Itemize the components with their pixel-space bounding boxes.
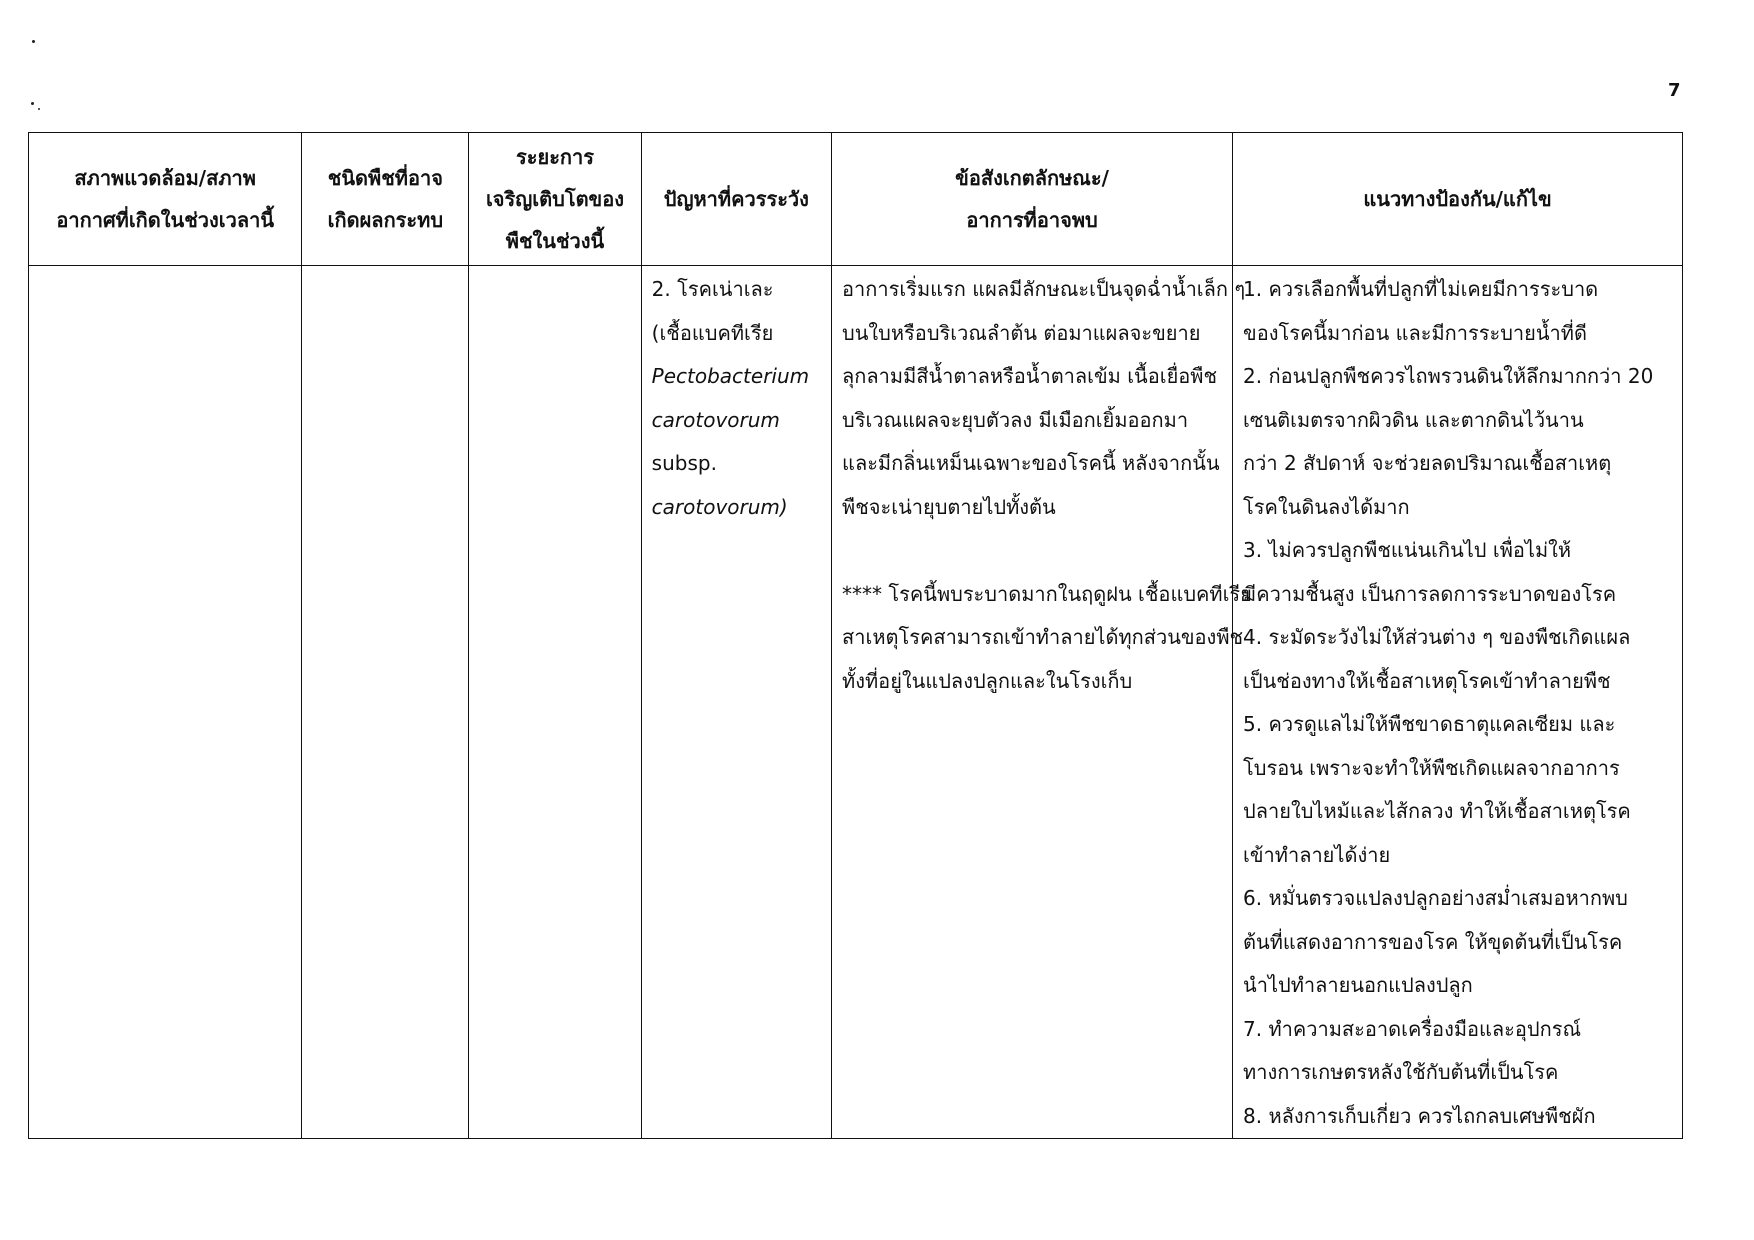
prevention-line: 2. ก่อนปลูกพืชควรไถพรวนดินให้ลึกมากกว่า 20 <box>1243 364 1654 388</box>
prevention-line: โบรอน เพราะจะทำให้พืชเกิดแผลจากอาการ <box>1243 755 1620 780</box>
symptom-line: อาการเริ่มแรก แผลมีลักษณะเป็นจุดฉ่ำน้ำเล็ก ๆ <box>842 277 1246 301</box>
header-symptoms: ข้อสังเกตลักษณะ/ อาการที่อาจพบ <box>832 133 1233 266</box>
prevention-line: 8. หลังการเก็บเกี่ยว ควรไถกลบเศษพืชผัก <box>1243 1103 1596 1128</box>
prevention-line: เข้าทำลายได้ง่าย <box>1243 842 1391 867</box>
cell-problem <box>641 266 831 1139</box>
prevention-line: โรคในดินลงได้มาก <box>1243 494 1410 519</box>
symptom-note-line: **** โรคนี้พบระบาดมากในฤดูฝน เชื้อแบคทีเรีย <box>842 581 1252 606</box>
prevention-line: มีความชื้นสูง เป็นการลดการระบาดของโรค <box>1243 581 1617 606</box>
prevention-line: กว่า 2 สัปดาห์ จะช่วยลดปริมาณเชื้อสาเหตุ <box>1243 451 1612 475</box>
prevention-line: ทางการเกษตรหลังใช้กับต้นที่เป็นโรค <box>1243 1060 1559 1084</box>
scan-speck <box>31 102 34 105</box>
scan-speck <box>32 40 35 43</box>
problem-line-species: carotovorum <box>651 407 780 432</box>
cell-affected-plants <box>302 266 469 1139</box>
cell-prevention <box>1233 266 1683 1139</box>
prevention-line: 3. ไม่ควรปลูกพืชแน่นเกินไป เพื่อไม่ให้ <box>1243 538 1572 562</box>
problem-line: subsp. <box>651 451 717 475</box>
symptom-note-line: ทั้งที่อยู่ในแปลงปลูกและในโรงเก็บ <box>842 668 1133 693</box>
prevention-line: 4. ระมัดระวังไม่ให้ส่วนต่าง ๆ ของพืชเกิดแผล <box>1243 625 1631 649</box>
prevention-line: 7. ทำความสะอาดเครื่องมือและอุปกรณ์ <box>1243 1016 1582 1041</box>
table-row <box>29 266 1683 1139</box>
prevention-line: เป็นช่องทางให้เชื้อสาเหตุโรคเข้าทำลายพืช <box>1243 668 1611 693</box>
symptom-line: และมีกลิ่นเหม็นเฉพาะของโรคนี้ หลังจากนั้น <box>842 451 1220 475</box>
prevention-line: ต้นที่แสดงอาการของโรค ให้ขุดต้นที่เป็นโรค <box>1243 929 1623 954</box>
header-prevention: แนวทางป้องกัน/แก้ไข <box>1233 133 1683 266</box>
symptom-line: พืชจะเน่ายุบตายไปทั้งต้น <box>842 494 1056 519</box>
symptom-line: บริเวณแผลจะยุบตัวลง มีเมือกเยิ้มออกมา <box>842 407 1189 432</box>
spacer <box>842 529 1222 573</box>
header-growth-stage: ระยะการ เจริญเติบโตของ พืชในช่วงนี้ <box>469 133 641 266</box>
problem-line-subspecies: carotovorum) <box>651 494 788 519</box>
prevention-line: 5. ควรดูแลไม่ให้พืชขาดธาตุแคลเซียม และ <box>1243 712 1616 736</box>
problem-line-species: Pectobacterium <box>651 364 810 388</box>
symptom-line: บนใบหรือบริเวณลำต้น ต่อมาแผลจะขยาย <box>842 320 1201 345</box>
cell-symptoms <box>832 266 1252 1139</box>
scan-speck <box>38 108 40 110</box>
problem-line: (เชื้อแบคทีเรีย <box>651 320 774 345</box>
prevention-line: เซนติเมตรจากผิวดิน และตากดินไว้นาน <box>1243 407 1584 432</box>
page-number: 7 <box>1668 80 1681 101</box>
symptom-line: ลุกลามมีสีน้ำตาลหรือน้ำตาลเข้ม เนื้อเยื่อพืช <box>842 364 1218 388</box>
crop-disease-table <box>28 132 1683 1139</box>
prevention-line: ของโรคนี้มาก่อน และมีการระบายน้ำที่ดี <box>1243 320 1587 345</box>
cell-environment <box>29 266 302 1139</box>
table-header-row <box>29 133 1683 266</box>
prevention-line: 6. หมั่นตรวจแปลงปลูกอย่างสม่ำเสมอหากพบ <box>1243 886 1628 910</box>
header-environment: สภาพแวดล้อม/สภาพ อากาศที่เกิดในช่วงเวลานี้ <box>29 133 302 266</box>
header-affected-plants: ชนิดพืชที่อาจ เกิดผลกระทบ <box>302 133 469 266</box>
problem-line: 2. โรคเน่าเละ <box>651 277 774 301</box>
prevention-line: นำไปทำลายนอกแปลงปลูก <box>1243 973 1473 997</box>
symptom-note-line: สาเหตุโรคสามารถเข้าทำลายได้ทุกส่วนของพืช <box>842 625 1244 649</box>
prevention-line: 1. ควรเลือกพื้นที่ปลูกที่ไม่เคยมีการระบาด <box>1243 277 1599 301</box>
prevention-line: ปลายใบไหม้และไส้กลวง ทำให้เชื้อสาเหตุโรค <box>1243 799 1631 823</box>
header-problem: ปัญหาที่ควรระวัง <box>641 133 831 266</box>
cell-growth-stage <box>469 266 641 1139</box>
